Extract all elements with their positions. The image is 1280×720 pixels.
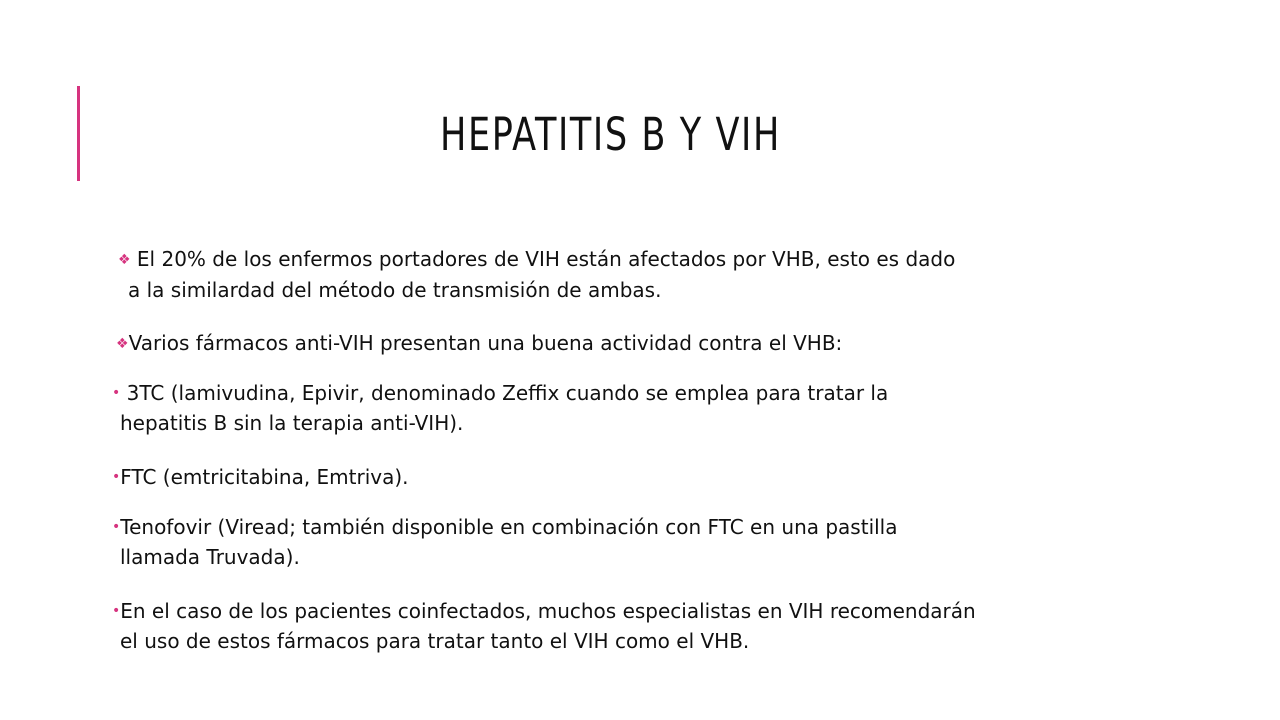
dot-bullet-icon: •: [112, 519, 121, 535]
bullet-item-6-line-2: el uso de estos fármacos para tratar tanto el VIH como el VHB.: [120, 629, 750, 653]
bullet-item-5-line-2: llamada Truvada).: [120, 545, 300, 569]
bullet-item-4-line-1: FTC (emtricitabina, Emtriva).: [120, 465, 409, 489]
dot-bullet-icon: •: [112, 603, 121, 619]
bullet-item-4: [112, 462, 409, 492]
bullet-item-5-line-1: Tenofovir (Viread; también disponible en combinación con FTC en una pastilla: [120, 515, 898, 539]
bullet-item-3-line-1: 3TC (lamivudina, Epivir, denominado Zeffix cuando se emplea para tratar la: [120, 381, 889, 405]
bullet-item-1: [118, 244, 955, 305]
bullet-item-6: [112, 596, 976, 656]
bullet-item-2: [116, 328, 842, 359]
diamond-bullet-icon: ❖: [118, 252, 131, 268]
slide-title: HEPATITIS B Y VIH: [440, 108, 781, 161]
dot-bullet-icon: •: [112, 385, 121, 401]
title-accent-line: [77, 86, 80, 181]
bullet-item-3: [112, 378, 888, 438]
diamond-bullet-icon: ❖: [116, 336, 129, 352]
bullet-item-3-line-2: hepatitis B sin la terapia anti-VIH).: [120, 411, 464, 435]
bullet-item-2-line-1: Varios fármacos anti-VIH presentan una buena actividad contra el VHB:: [128, 331, 843, 355]
bullet-item-6-line-1: En el caso de los pacientes coinfectados, muchos especialistas en VIH recomendarán: [120, 599, 976, 623]
bullet-item-1-line-1: El 20% de los enfermos portadores de VIH están afectados por VHB, esto es dado: [130, 247, 956, 271]
bullet-item-1-line-2: a la similardad del método de transmisión de ambas.: [128, 278, 662, 302]
bullet-item-5: [112, 512, 898, 572]
dot-bullet-icon: •: [112, 469, 121, 485]
